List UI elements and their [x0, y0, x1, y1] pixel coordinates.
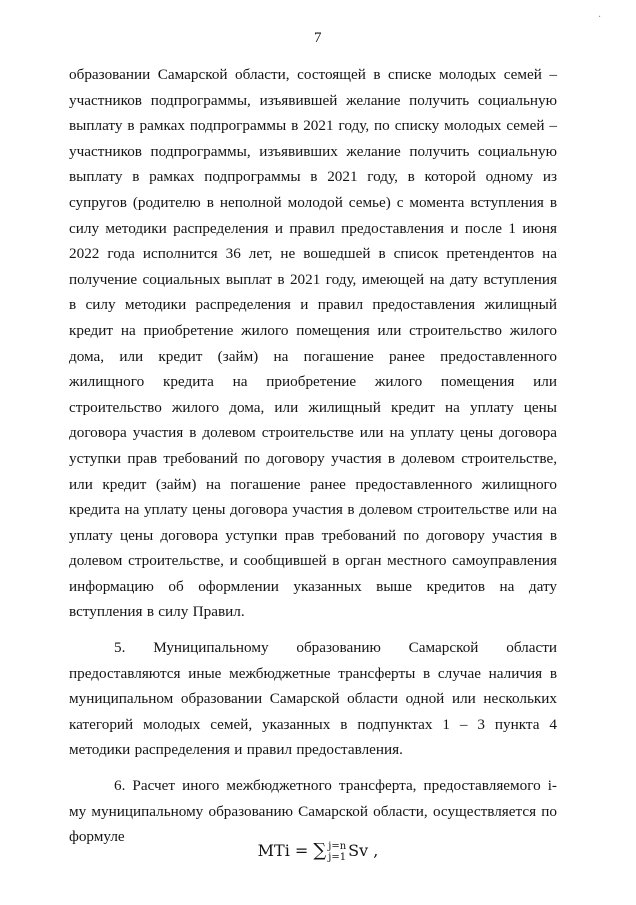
- summation-symbol: ∑: [313, 840, 327, 861]
- paragraph-continuation: образовании Самарской области, состоящей в списке молодых семей – участников подпрограммы, изъявившей желание получить социальную выплату в рамках подпрограммы в 2021 году, по списку молодых семей – участников подпрограммы, изъявивших желание получить социальную выплату в рамках подпрограммы в 2021 году, в которой одному из супругов (родителю в неполной молодой семье) с момента вступления в силу методики распределения и правил предоставления и после 1 июня 2022 года исполнится 36 лет, не вошедшей в список претендентов на получение социальных выплат в 2021 году, имеющей на дату вступления в силу методики распределения и правил предоставления жилищный кредит на приобретение жилого помещения или строительство жилого дома, или кредит (займ) на погашение ранее предоставленного жилищного кредита на приобретение жилого помещения или строительство жилого дома, или жилищный кредит на уплату цены договора участия в долевом строительстве или на уплату цены договора уступки прав требований по договору участия в долевом строительстве, или кредит (займ) на погашение ранее предоставленного жилищного кредита на уплату цены договора участия в долевом строительстве или на уплату цены договора уступки прав требований по договору участия в долевом строительстве, и сообщившей в орган местного самоуправления информацию об оформлении указанных выше кредитов на дату вступления в силу Правил.: [69, 66, 557, 621]
- scan-speck: ·: [598, 12, 602, 23]
- summation-lower-limit: j=1: [328, 851, 347, 863]
- summation-limits: [328, 841, 346, 863]
- formula-rhs: Sv ,: [348, 841, 379, 860]
- document-body: [69, 62, 557, 850]
- paragraph-item-5: 5. Муниципальному образованию Самарской области предоставляются иные межбюджетные трансферты в случае наличия в муниципальном образовании Самарской области одной или нескольких категорий молодых семей, указанных в подпунктах 1 – 3 пункта 4 методики распределения и правил предоставления.: [69, 639, 557, 759]
- summation-upper-limit: j=n: [328, 840, 347, 852]
- formula-lhs: MTi =: [257, 841, 314, 860]
- formula: [0, 840, 636, 863]
- paragraph-item-6: 6. Расчет иного межбюджетного трансферта, предоставляемого i-му муниципальному образованию Самарской области, осуществляется по формуле: [69, 777, 557, 846]
- page-number: 7: [314, 30, 322, 46]
